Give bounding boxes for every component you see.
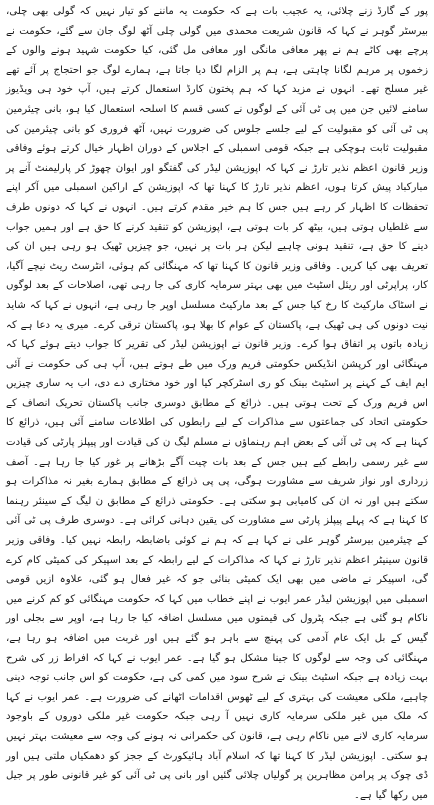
article-body <box>6 2 428 805</box>
article-paragraph: پور کے گارڈ زنے چلائی، یہ عجیب بات ہے کہ حکومت یہ ماننے کو تیار نہیں کہ گولی بھی چلی، بیرسٹر گوہر نے کہا کہ قانون شریعت محمدی میں گولی چلی آٹھ لوگ جان سے گئے، حکومت نے پرچے بھی کاٹے ہم نے پھر معافی مانگی اور معافی مل گئی، کیا حکومت شہید ہونے والوں کے زخموں پر مرہم لگانا چاہتی ہے، ہم پر الزام لگا دیا جاتا ہے، ہمارے لوگ جو احتجاج پر آئے تھے غیر مسلح تھے۔ انہوں نے مزید کہا کہ ہم پختون کارڈ استعمال کرتے ہیں، آپ خود ہی ویڈیوز سامنے لائیں جن میں پی ٹی آئی کے لوگوں نے کسی قسم کا اسلحہ استعمال کیا ہو، بانی چیئرمین پی ٹی آئی کو مقبولیت کے لیے جلسے جلوس کی ضرورت نہیں، آٹھ فروری کو بانی چیئرمین کی مقبولیت ثابت ہوچکی ہے جبکہ قومی اسمبلی کے اجلاس کے دوران اظہار خیال کرتے ہوئے وفاقی وزیر قانون اعظم نذیر تارڑ نے کہا کہ اپوزیشن لیڈر کی گفتگو اور ایوان چھوڑ کر پارلیمنٹ آنے پر مبارکباد پیش کرتا ہوں، اعظم نذیر تارڑ کا کہنا تھا کہ اپوزیشن کے اراکین اسمبلی میں آکر اپنے تحفظات کا اظہار کر رہے ہیں جس کا ہم خیر مقدم کرتے ہیں۔ انہوں نے کہا کہ دونوں طرف سے غلطیاں ہوتی ہیں، بیٹھ کر بات ہوتی ہے، اپوزیشن کو تنقید کرنے کا حق ہے اور ہمیں جواب دینے کا حق ہے، تنقید ہونی چاہیے لیکن ہر بات پر نہیں، جو چیزیں ٹھیک ہو رہی ہیں ان کی تعریف بھی کیا کریں۔ وفاقی وزیر قانون کا کہنا تھا کہ مہنگائی کم ہوئی، انٹرسٹ ریٹ نیچے آگیا، کار، پراپرٹی اور ریئل اسٹیٹ میں بھی بہتر سرمایہ کاری کی جا رہی تھی، اصلاحات کے بعد لوگوں نے اسٹاک مارکیٹ کا رخ کیا جس کے بعد مارکیٹ مسلسل اوپر جا رہی ہے، انہوں نے کہا کہ شاید نیت دونوں کی ہی ٹھیک ہے، پاکستان کے عوام کا بھلا ہو، پاکستان ترقی کرے۔ میری یہ دعا ہے کہ زیادہ باتوں پر اتفاق ہوا کرے۔ وزیر قانون نے اپوزیشن لیڈر کی تقریر کا جواب دیتے ہوئے کہا کہ مہنگائی اور کرپشن انڈیکس حکومتی فریم ورک میں طے ہوتے ہیں، آپ ہی کی حکومت نے آئی ایم ایف کے کہنے پر اسٹیٹ بینک کو ری اسٹرکچر کیا اور خود مختاری دے دی، اب یہ ساری چیزیں اس فریم ورک کے تحت ہوتی ہیں۔ ذرائع کے مطابق دوسری جانب پاکستان تحریک انصاف کے حکومتی اتحاد کی جماعتوں سے مذاکرات کے لیے رابطوں کی اطلاعات سامنے آئی ہیں، ذرائع کا کہنا ہے کہ پی ٹی آئی کے بعض اہم رہنماؤں نے مسلم لیگ ن کی قیادت اور پیپلز پارٹی کی قیادت سے غیر رسمی رابطے کیے ہیں جس کے بعد بات چیت آگے بڑھانے پر غور کیا جا رہا ہے۔ آصف زرداری اور نواز شریف سے مشاورت ہوگی، پی پی ذرائع کے مطابق ہمارے بغیر نہ مذاکرات ہو سکتے ہیں اور نہ ان کی کامیابی ہو سکتی ہے۔ حکومتی ذرائع کے مطابق ن لیگ کے سینئر رہنما کا کہنا ہے کہ پہلے پیپلز پارٹی سے مشاورت کی یقین دہانی کرائی ہے۔ دوسری طرف پی ٹی آئی کے چیئرمین بیرسٹر گوہر علی نے کہا ہے کہ ہم نے کوئی باضابطہ رابطہ نہیں کیا۔ وفاقی وزیر قانون سینیٹر اعظم نذیر تارڑ نے کہا کہ مذاکرات کے لیے رابطہ کے بعد اسپیکر کی کمیٹی کام کرے گی، اسپیکر نے ماضی میں بھی ایک کمیٹی بنائی جو کہ غیر فعال ہو گئی، علاوہ ازیں قومی اسمبلی میں اپوزیشن لیڈر عمر ایوب نے اپنے خطاب میں کہا کہ حکومت مہنگائی کو کم کرنے میں ناکام ہو گئی ہے جبکہ پٹرول کی قیمتوں میں مسلسل اضافہ کیا جا رہا ہے، اوپر سے بجلی اور گیس کے بل ایک عام آدمی کی پہنچ سے باہر ہو گئے ہیں اور غربت میں اضافہ ہو رہا ہے، مہنگائی کی وجہ سے لوگوں کا جینا مشکل ہو گیا ہے۔ عمر ایوب نے کہا کہ افراط زر کی شرح بہت زیادہ ہے جبکہ اسٹیٹ بینک نے شرح سود میں کمی کی ہے، حکومت کو اس جانب توجہ دینی چاہیے، ملکی معیشت کی بہتری کے لیے ٹھوس اقدامات اٹھانے کی ضرورت ہے۔ عمر ایوب نے کہا کہ ملک میں غیر ملکی سرمایہ کاری نہیں آ رہی جبکہ حکومت غیر ملکی دوروں کے باوجود سرمایہ کاری لانے میں ناکام رہی ہے، قانون کی حکمرانی نہ ہونے کی وجہ سے معیشت بہتر نہیں ہو سکتی۔ اپوزیشن لیڈر کا کہنا تھا کہ اسلام آباد ہائیکورٹ کے ججز کو دھمکیاں ملتی ہیں اور ڈی چوک پر پرامن مظاہرین پر گولیاں چلائی گئیں اور بانی پی ٹی آئی کو غیر قانونی طور پر جیل میں رکھا گیا ہے۔ <box>6 6 428 801</box>
